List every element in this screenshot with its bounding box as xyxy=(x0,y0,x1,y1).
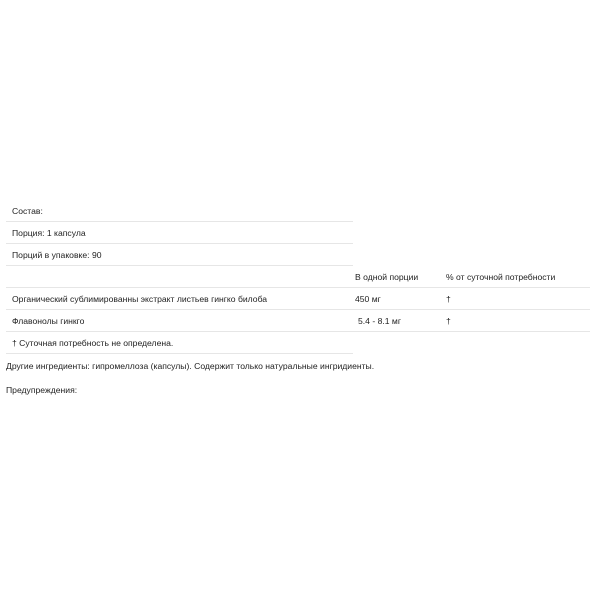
ingredient-amount: 450 мг xyxy=(355,294,381,304)
table-row xyxy=(6,288,590,310)
serving-size: Порция: 1 капсула xyxy=(12,228,86,238)
table-row xyxy=(6,310,590,332)
footnote-row xyxy=(6,332,590,354)
composition-row xyxy=(6,200,353,222)
other-ingredients: Другие ингредиенты: гипромеллоза (капсулы). Содержит только натуральные ингридиенты. xyxy=(6,361,375,371)
supplement-facts xyxy=(6,200,590,354)
ingredient-daily-value: † xyxy=(446,316,451,326)
ingredient-name: Органический сублимированны экстракт листьев гингко билоба xyxy=(12,294,268,304)
footnote: † Суточная потребность не определена. xyxy=(12,338,174,348)
serving-size-row xyxy=(6,222,353,244)
ingredient-name: Флавонолы гинкго xyxy=(12,316,85,326)
warnings-label: Предупреждения: xyxy=(6,385,78,395)
ingredient-daily-value: † xyxy=(446,294,451,304)
table-header-row xyxy=(6,266,590,288)
servings-per-container-row xyxy=(6,244,590,266)
amount-header: В одной порции xyxy=(355,272,419,282)
divider xyxy=(6,353,353,354)
ingredient-amount: 5.4 - 8.1 мг xyxy=(358,316,401,326)
servings-per-container: Порций в упаковке: 90 xyxy=(12,250,102,260)
composition-label: Состав: xyxy=(12,206,43,216)
daily-value-header: % от суточной потребности xyxy=(446,272,556,282)
